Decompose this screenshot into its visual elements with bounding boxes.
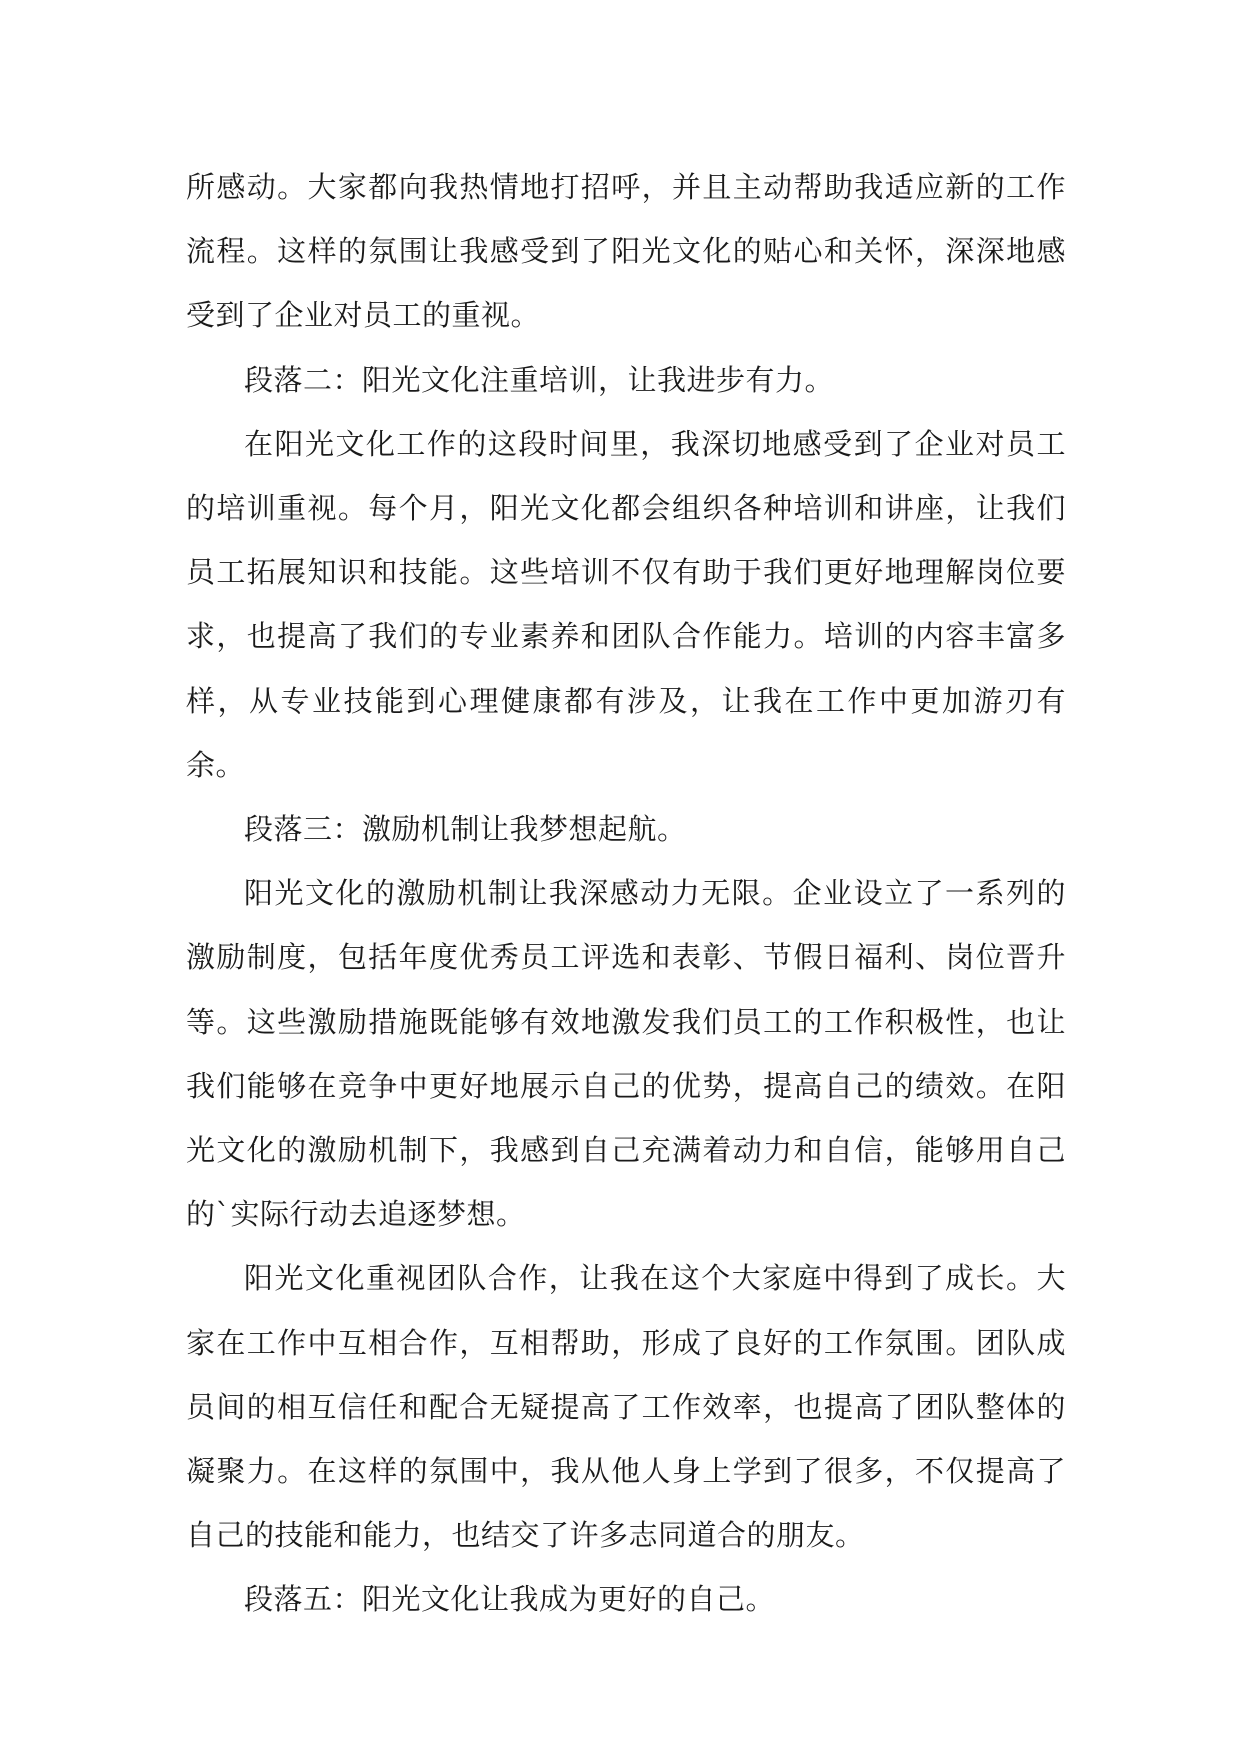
paragraph-incentives: 阳光文化的激励机制让我深感动力无限。企业设立了一系列的激励制度，包括年度优秀员工评选和表彰、节假日福利、岗位晋升等。这些激励措施既能够有效地激发我们员工的工作积极性，也让我们能够在竞争中更好地展示自己的优势，提高自己的绩效。在阳光文化的激励机制下，我感到自己充满着动力和自信，能够用自己的`实际行动去追逐梦想。: [186, 876, 1066, 1232]
paragraph-teamwork: 阳光文化重视团队合作，让我在这个大家庭中得到了成长。大家在工作中互相合作，互相帮助，形成了良好的工作氛围。团队成员间的相互信任和配合无疑提高了工作效率，也提高了团队整体的凝聚力。在这样的氛围中，我从他人身上学到了很多，不仅提高了自己的技能和能力，也结交了许多志同道合的朋友。: [186, 1261, 1066, 1553]
section-heading-3: 段落三：激励机制让我梦想起航。: [244, 812, 687, 847]
document-body: [186, 155, 1066, 1632]
section-heading-5: 段落五：阳光文化让我成为更好的自己。: [244, 1582, 776, 1617]
paragraph-continuation: 所感动。大家都向我热情地打招呼，并且主动帮助我适应新的工作流程。这样的氛围让我感受到了阳光文化的贴心和关怀，深深地感受到了企业对员工的重视。: [186, 170, 1066, 333]
paragraph-training: 在阳光文化工作的这段时间里，我深切地感受到了企业对员工的培训重视。每个月，阳光文化都会组织各种培训和讲座，让我们员工拓展知识和技能。这些培训不仅有助于我们更好地理解岗位要求，也提高了我们的专业素养和团队合作能力。培训的内容丰富多样，从专业技能到心理健康都有涉及，让我在工作中更加游刃有余。: [186, 426, 1066, 782]
section-heading-2: 段落二：阳光文化注重培训，让我进步有力。: [244, 362, 835, 397]
